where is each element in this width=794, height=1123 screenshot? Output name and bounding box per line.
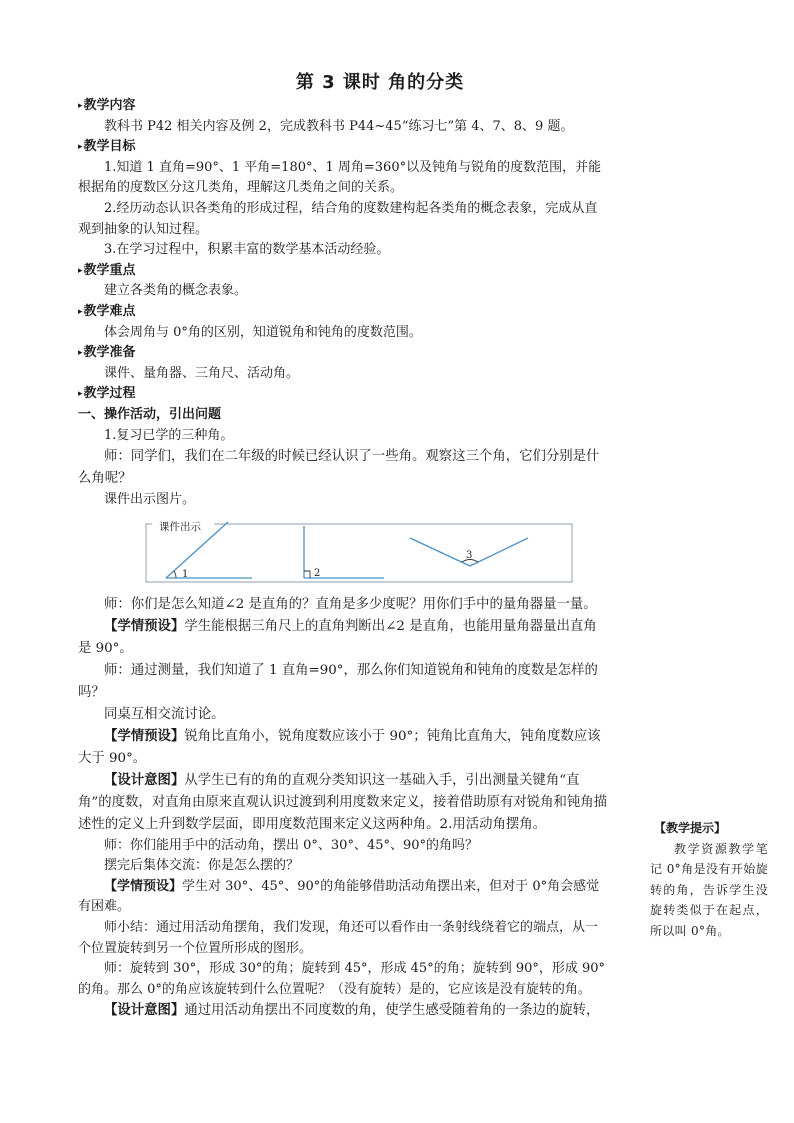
angle-label-1: 1 [182, 568, 189, 580]
design-intent-2: 【设计意图】通过用活动角摆出不同度数的角，使学生感受随着角的一条边的旋转， [104, 1003, 600, 1019]
tag-preview: 【学情预设】 [104, 878, 183, 894]
teacher-line-5: 师：旋转到 30°，形成 30°的角；旋转到 45°，形成 45°的角；旋转到 90°，形成 90°的角。那么 0°的角应该旋转到什么位置呢？（没有旋转）是的，它应该是没有旋转的角。 [78, 961, 606, 997]
courseware-note: 课件出示图片。 [104, 492, 196, 508]
teaching-tip-sidebar [650, 818, 768, 941]
page-title: 第 3 课时 角的分类 [295, 72, 465, 93]
triangle-marker-icon: ▸ [78, 306, 83, 317]
key-text: 建立各类角的概念表象。 [104, 283, 248, 299]
section-heading-key: ▸教学重点 [78, 262, 136, 278]
preview-1: 【学情预设】学生能根据三角尺上的直角判断出∠2 是直角，也能用量角器量出直角是 90°。 [78, 618, 597, 656]
goal-3: 3.在学习过程中，积累丰富的数学基本活动经验。 [104, 242, 390, 258]
section-heading-content: ▸教学内容 [78, 98, 136, 113]
angle-1-arc [174, 571, 176, 578]
prep-text: 课件、量角器、三角尺、活动角。 [104, 365, 300, 381]
triangle-marker-icon: ▸ [78, 142, 83, 153]
difficulty-text: 体会周角与 0°角的区别，知道锐角和钝角的度数范围。 [104, 324, 422, 340]
angle-label-2: 2 [314, 567, 321, 579]
triangle-marker-icon: ▸ [78, 348, 83, 359]
section-heading-process: ▸教学过程 [78, 386, 136, 402]
right-angle-mark [304, 571, 310, 578]
angle-label-3: 3 [466, 549, 473, 561]
preview-3: 【学情预设】学生对 30°、45°、90°的角能够借助活动角摆出来，但对于 0°角会感觉有困难。 [78, 878, 600, 915]
figure-label: 课件出示 [156, 517, 204, 538]
goal-1: 1.知道 1 直角=90°、1 平角=180°、1 周角=360°以及钝角与锐角的度数范围，并能根据角的度数区分这几类角，理解这几类角之间的关系。 [78, 159, 602, 196]
sidebar-title: 【教学提示】 [654, 821, 727, 835]
tag-design: 【设计意图】 [104, 1003, 185, 1019]
preview-2: 【学情预设】锐角比直角小，锐角度数应该小于 90°；钝角比直角大，钝角度数应该大于 90°。 [78, 728, 601, 766]
section-heading-goals: ▸教学目标 [78, 139, 136, 155]
part1-heading: 一、操作活动，引出问题 [78, 406, 222, 422]
main-column [78, 96, 608, 1022]
content-text: 教科书 P42 相关内容及例 2，完成教科书 P44~45“练习七”第 4、7、8、9 题。 [104, 118, 574, 134]
triangle-marker-icon: ▸ [78, 265, 83, 276]
teacher-line-3: 师：通过测量，我们知道了 1 直角=90°，那么你们知道锐角和钝角的度数是怎样的吗？ [78, 662, 598, 700]
design-intent-1: 【设计意图】从学生已有的角的直观分类知识这一基础入手，引出测量关键角“直角”的度数，对直角由原来直观认识过渡到利用度数来定义，接着借助原有对锐角和钝角描述性的定义上升到数学层面，即用度数范围来定义这两种角。2.用活动角摆角。 [78, 772, 608, 832]
section-heading-difficulty: ▸教学难点 [78, 303, 136, 319]
angle-3-left-arm [410, 538, 473, 566]
step-1: 1.复习已学的三种角。 [104, 427, 234, 443]
teacher-line-4: 师：你们能用手中的活动角，摆出 0°、30°、45°、90°的角吗？ [104, 837, 479, 853]
tag-preview: 【学情预设】 [104, 618, 185, 634]
teacher-line-1: 师：同学们，我们在二年级的时候已经认识了一些角。观察这三个角，它们分别是什么角呢？ [78, 449, 600, 487]
tag-preview: 【学情预设】 [104, 728, 185, 744]
exchange-note: 摆完后集体交流：你是怎么摆的？ [104, 858, 300, 874]
section-heading-prep: ▸教学准备 [78, 345, 136, 361]
angle-figure [144, 516, 574, 588]
angle-figure-svg [144, 516, 574, 588]
triangle-marker-icon: ▸ [78, 101, 83, 111]
tag-design: 【设计意图】 [104, 772, 185, 788]
teacher-summary: 师小结：通过用活动角摆角，我们发现，角还可以看作由一条射线绕着它的端点，从一个位置旋转到另一个位置所形成的图形。 [78, 920, 599, 956]
discussion-note: 同桌互相交流讨论。 [104, 706, 225, 722]
triangle-marker-icon: ▸ [78, 389, 83, 400]
sidebar-text: 教学资源教学笔记 0°角是没有开始旋转的角，告诉学生没旋转类似于在起点，所以叫 0°角。 [650, 841, 768, 938]
goal-2: 2.经历动态认识各类角的形成过程，结合角的度数建构起各类角的概念表象，完成从直观到抽象的认知过程。 [78, 200, 598, 237]
angle-3-right-arm [470, 538, 528, 566]
teacher-line-2: 师：你们是怎么知道∠2 是直角的？直角是多少度呢？用你们手中的量角器量一量。 [104, 596, 597, 612]
